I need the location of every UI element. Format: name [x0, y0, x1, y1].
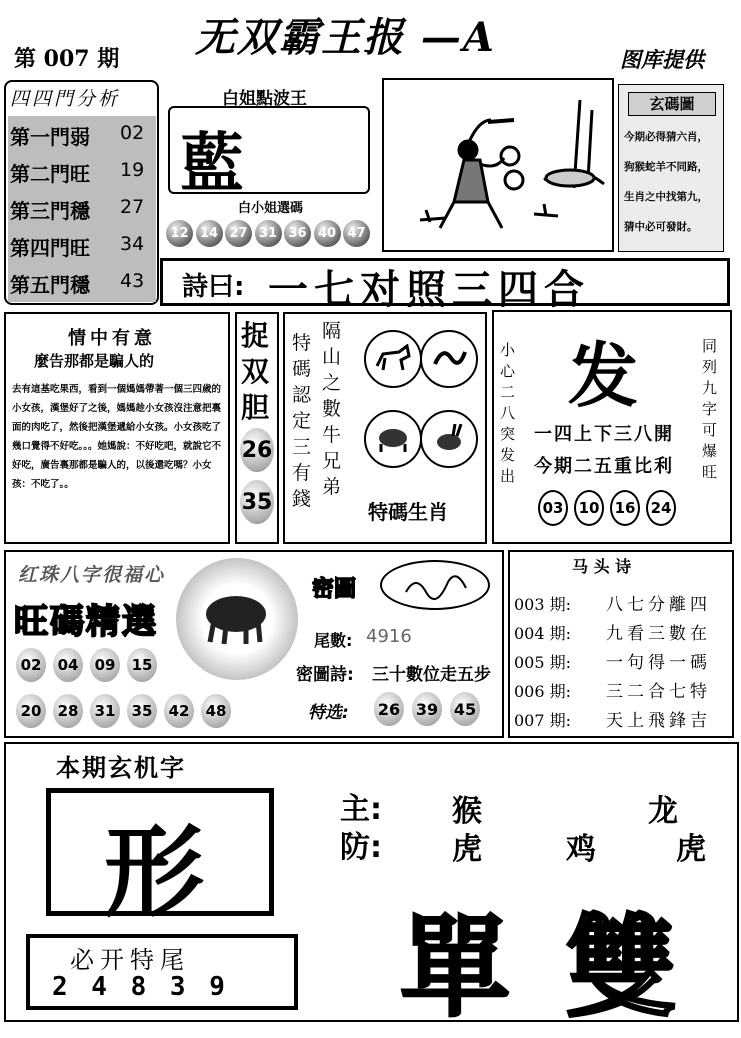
secret-card-line: 狗猴蛇羊不同路， [624, 161, 708, 173]
mitu-special-label: 特选: [308, 703, 349, 723]
horse-poem-text: 八七分離四 [606, 595, 711, 615]
wave-ball: 36 [284, 220, 311, 247]
main-zodiac: 龙 [648, 794, 678, 829]
redball-banner: 红珠八字很福心 [18, 564, 166, 586]
analysis-row [8, 116, 156, 153]
joke-title: 情中有意 [68, 328, 156, 349]
horse-poem-issue: 007 期: [514, 711, 572, 730]
wave-color-char: 藍 [180, 126, 244, 201]
fa-line2: 今期二五重比利 [534, 456, 674, 477]
redball-title: 旺碼精選 [14, 602, 158, 642]
mitu-poem: 三十數位走五步 [372, 665, 491, 685]
mitu-signature [380, 560, 490, 610]
ox-icon [364, 410, 422, 468]
analysis-row [8, 227, 156, 264]
horse-poem-issue: 003 期: [514, 595, 572, 614]
analysis-row-number: 34 [120, 233, 145, 255]
poem-text: 一七对照三四合 [268, 267, 590, 313]
redball-number: 20 [16, 694, 46, 728]
guard-zodiac: 虎 [676, 832, 706, 867]
mitu-special-number: 45 [450, 692, 480, 726]
wave-ball: 27 [225, 220, 252, 247]
secret-card-title: 玄碼圖 [628, 92, 716, 116]
analysis-row-label: 第三門穩 [10, 199, 90, 223]
wave-title: 白姐點波王 [222, 89, 307, 109]
analysis-row-label: 第五門穩 [10, 273, 90, 297]
issue-number: 第 007 期 [14, 46, 120, 72]
redball-number: 48 [201, 694, 231, 728]
catch-number: 26 [240, 428, 274, 472]
analysis-row-number: 02 [120, 122, 145, 144]
redball-number: 09 [90, 648, 120, 682]
warrior-picture [382, 78, 614, 252]
horse-poem-issue: 006 期: [514, 682, 572, 701]
guard-zodiac: 虎 [452, 832, 482, 867]
catch-number: 35 [240, 480, 274, 524]
mitu-label: 密圖 [312, 577, 357, 602]
wave-ball: 31 [255, 220, 282, 247]
zodiac-label: 特碼生肖 [368, 500, 448, 524]
catch-label: 捉双胆 [241, 319, 270, 424]
redball-number: 42 [164, 694, 194, 728]
mystic-title: 本期玄机字 [56, 754, 186, 782]
mitu-tail: 4916 [366, 626, 412, 647]
single-char: 單 [400, 903, 510, 1032]
wave-ball: 47 [343, 220, 370, 247]
redball-number: 04 [53, 648, 83, 682]
joke-body: 去有這基吃果西，看到一個媽媽帶著一個三四歲的小女孩，漢堡好了之後，媽媽趁小女孩沒注意把裏面的肉吃了，然後把漢堡遞給小女孩。小女孩吃了幾口覺得不好吃。。。她媽說：不好吃吧，就說它不好吃，廣告裏那都是騙人的，以後還吃嗎？小女孩：不吃了。。 [12, 384, 222, 490]
secret-card-line: 生肖之中找第九， [624, 191, 708, 203]
redball-number: 31 [90, 694, 120, 728]
poem-label: 詩曰: [182, 272, 245, 302]
horse-icon [364, 330, 422, 388]
analysis-row-label: 第二門旺 [10, 162, 90, 186]
fa-number: 10 [574, 490, 604, 526]
secret-card-line: 今期必得猜六肖， [624, 131, 708, 143]
analysis-list [8, 116, 156, 302]
analysis-row-number: 19 [120, 159, 145, 181]
horse-poem-issue: 004 期: [514, 624, 572, 643]
analysis-row-number: 27 [120, 196, 145, 218]
mitu-poem-label: 密圖詩: [296, 665, 354, 685]
redball-number: 02 [16, 648, 46, 682]
provider-label: 图库提供 [620, 48, 704, 72]
redball-number: 35 [127, 694, 157, 728]
analysis-row-label: 第四門旺 [10, 236, 90, 260]
main-label: 主: [340, 792, 382, 827]
double-char: 雙 [566, 903, 676, 1032]
analysis-row [8, 190, 156, 227]
wave-subtitle: 白小姐選碼 [238, 201, 304, 216]
tail-title: 必开特尾 [70, 946, 190, 974]
mystic-char: 形 [104, 814, 204, 931]
zodiac-col2: 隔山之數牛兄弟 [322, 320, 342, 498]
mitu-tail-label: 尾數: [314, 631, 353, 650]
horse-poem-text: 一句得一碼 [606, 653, 711, 673]
analysis-row-label: 第一門弱 [10, 125, 90, 149]
page-title: 无双霸王报 —A [195, 14, 496, 61]
secret-card-lines [624, 122, 722, 242]
fa-big-char: 发 [568, 334, 638, 417]
fa-number: 03 [538, 490, 568, 526]
redball-number: 15 [127, 648, 157, 682]
analysis-row [8, 264, 156, 301]
fa-line1: 一四上下三八開 [534, 424, 674, 445]
redball-number: 28 [53, 694, 83, 728]
zodiac-col1: 特碼認定三有錢 [292, 332, 312, 510]
fa-right-column: 同列九字可爆旺 [702, 337, 718, 481]
horse-poem-text: 三二合七特 [606, 682, 711, 702]
snake-icon [420, 330, 478, 388]
fa-left-column: 小心二八突发出 [500, 341, 516, 485]
horse-poem-title: 马 头 诗 [572, 557, 632, 576]
fa-number: 16 [610, 490, 640, 526]
rabbit-icon [420, 410, 478, 468]
ox-sphere-image [176, 558, 298, 680]
fa-number: 24 [646, 490, 676, 526]
mitu-special-number: 39 [412, 692, 442, 726]
tail-digits: 2 4 8 3 9 [52, 972, 229, 1002]
guard-zodiac: 鸡 [566, 832, 596, 867]
analysis-row [8, 153, 156, 190]
wave-ball: 14 [196, 220, 223, 247]
analysis-title: 四四門分析 [10, 88, 121, 110]
main-zodiac: 猴 [452, 794, 482, 829]
joke-subtitle: 麼告那都是騙人的 [34, 352, 155, 370]
secret-card-line: 猜中必可發財。 [624, 221, 698, 233]
horse-poem-issue: 005 期: [514, 653, 572, 672]
mitu-special-number: 26 [374, 692, 404, 726]
guard-label: 防: [340, 830, 382, 865]
horse-poem-text: 九看三數在 [606, 624, 711, 644]
analysis-row-number: 43 [120, 270, 145, 292]
horse-poem-text: 天上飛鋒吉 [606, 711, 711, 731]
wave-ball: 12 [166, 220, 193, 247]
wave-ball: 40 [314, 220, 341, 247]
